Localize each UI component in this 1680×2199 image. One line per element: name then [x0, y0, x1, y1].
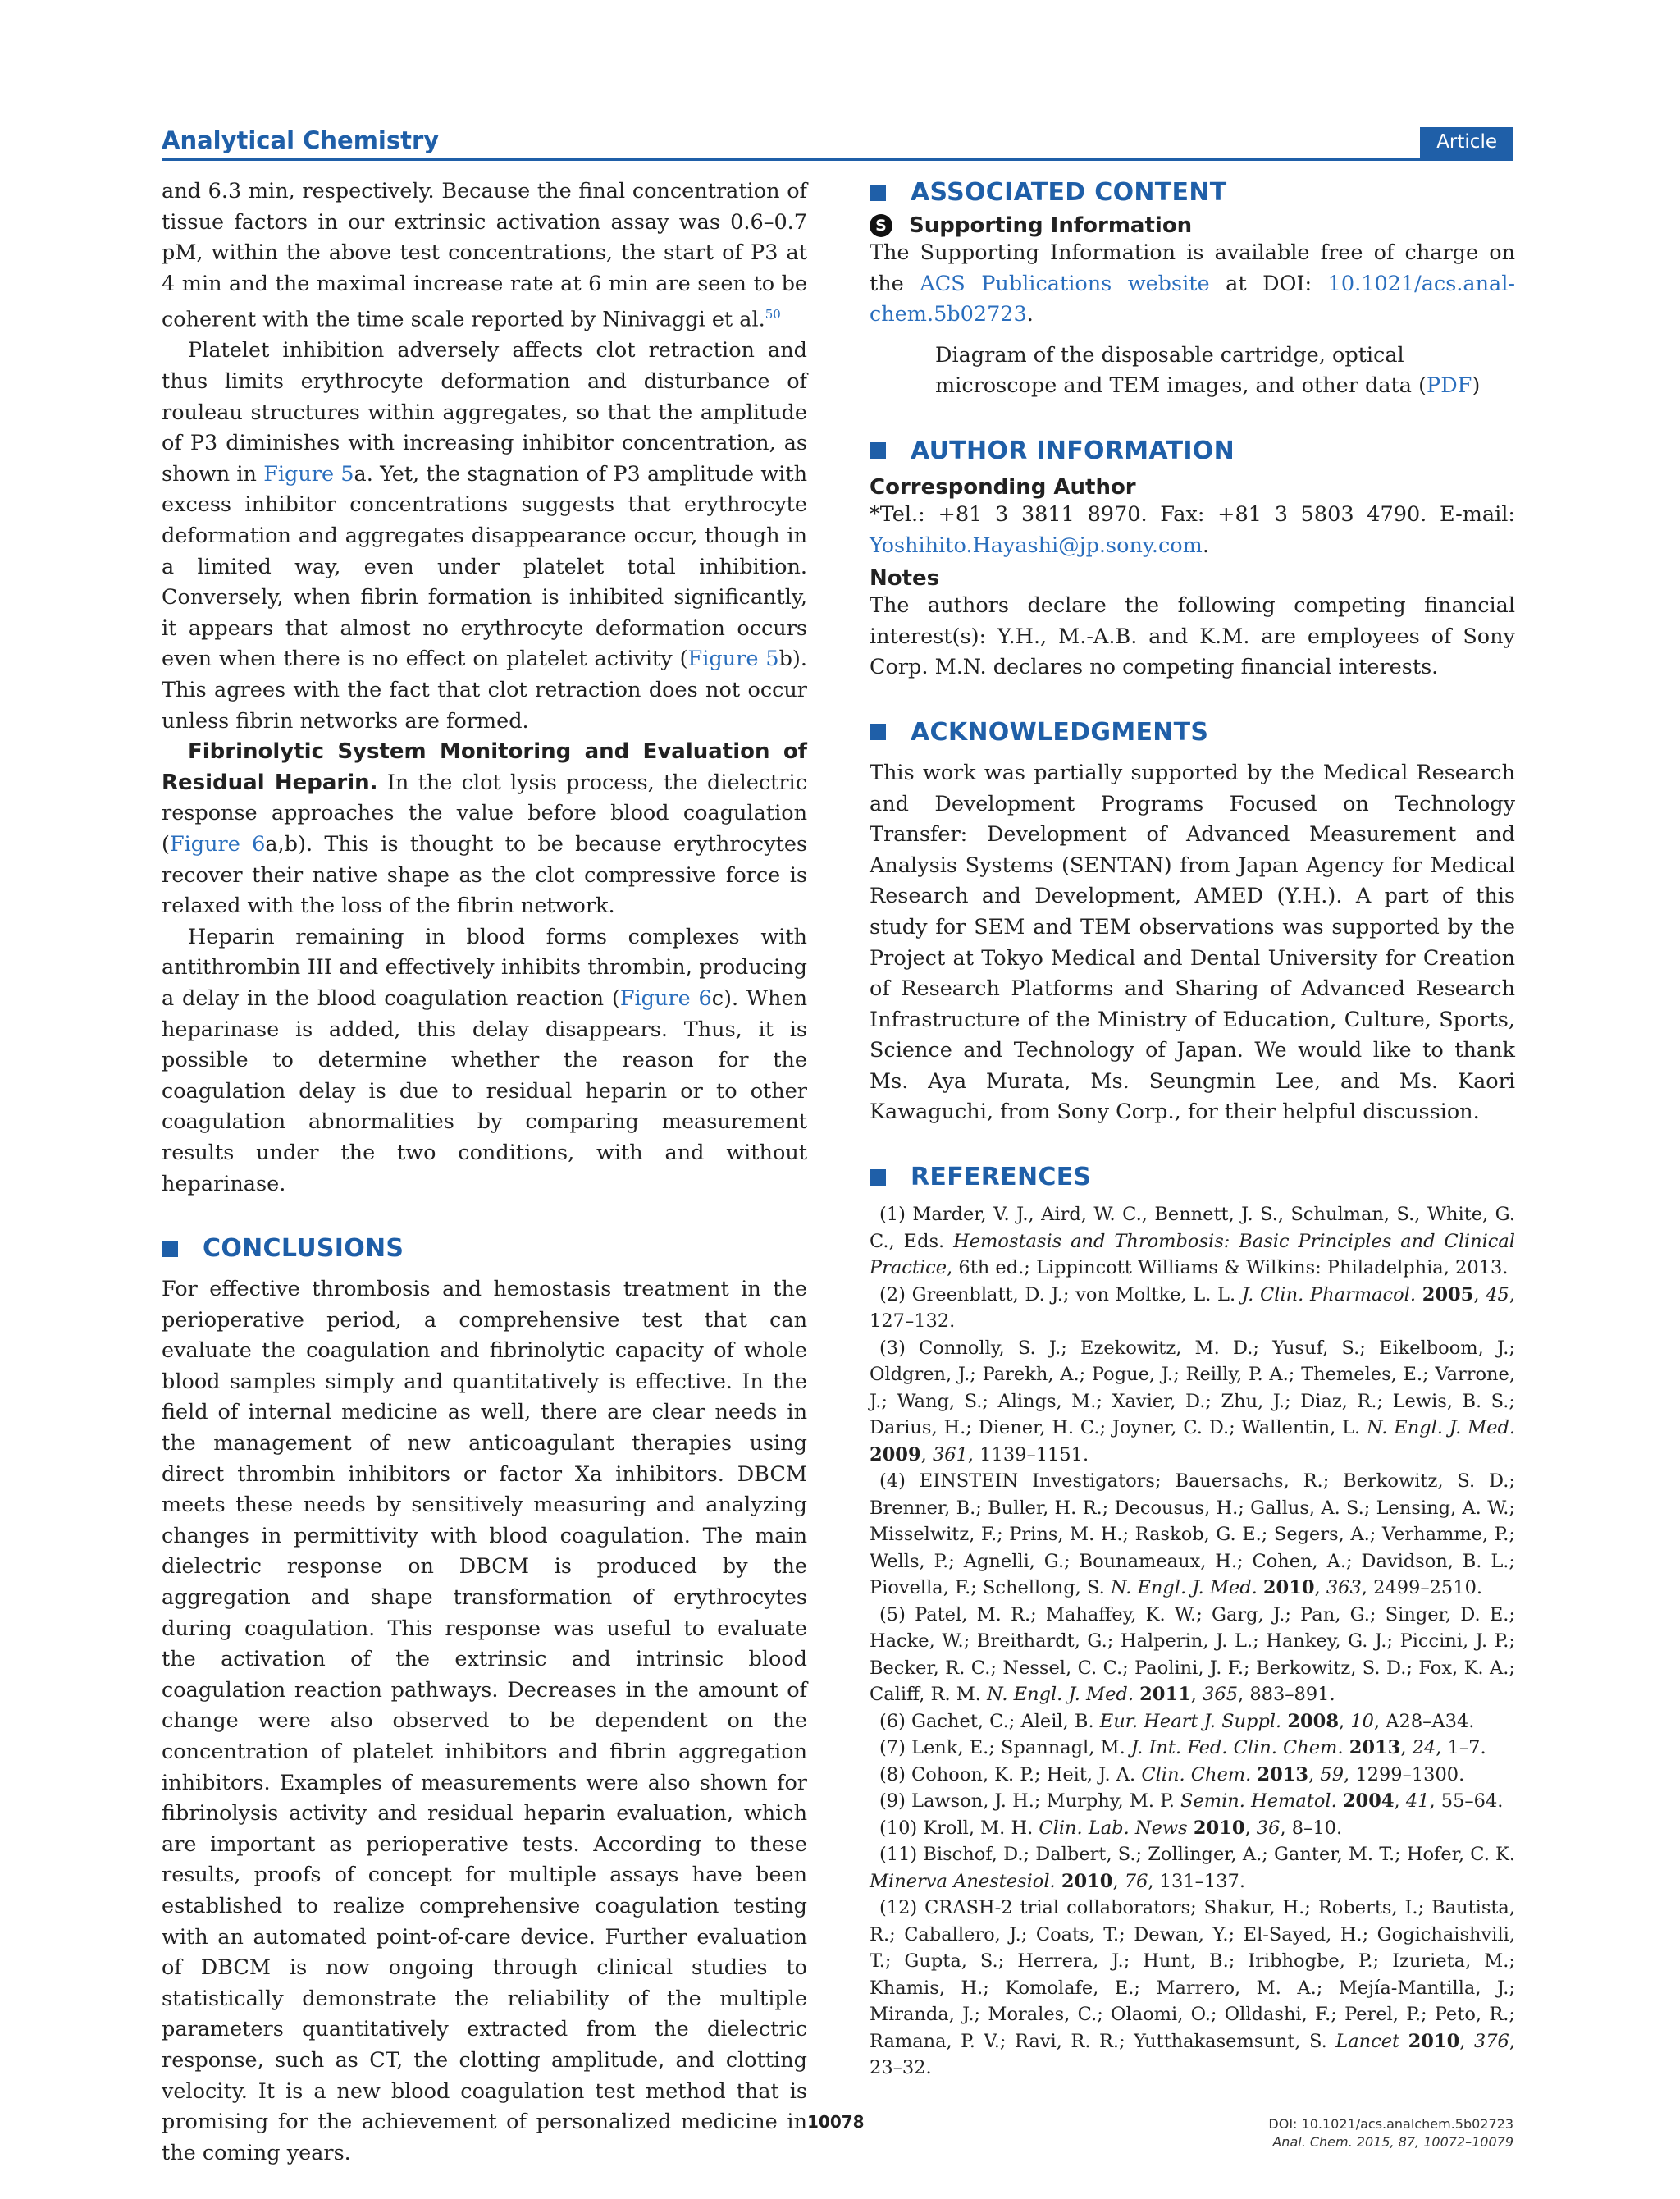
acknowledgments-heading: ACKNOWLEDGMENTS	[870, 718, 1515, 747]
right-column	[870, 176, 1515, 2082]
notes-heading: Notes	[870, 566, 940, 592]
paragraph-3: Fibrinolytic System Monitoring and Evaluation of Residual Heparin. In the clot lysis process, the dielectric response approaches the value before blood coagulation (Figure 6a,b). This is thought to be because erythrocytes recover their native shape as the clot compressive force is relaxed with the loss of the fibrin network.	[162, 739, 807, 919]
reference-item: (10) Kroll, M. H. Clin. Lab. News 2010, 36, 8–10.	[879, 1817, 1343, 1839]
section-marker	[870, 185, 886, 201]
supporting-info-icon: S	[870, 214, 892, 237]
reference-item: (11) Bischof, D.; Dalbert, S.; Zollinger, A.; Ganter, M. T.; Hofer, C. K. Minerva Anestesiol. 2010, 76, 131–137.	[870, 1844, 1515, 1892]
reference-item: (12) CRASH-2 trial collaborators; Shakur, H.; Roberts, I.; Bautista, R.; Caballero, J.; Coats, T.; Dewan, Y.; El-Sayed, H.; Gogichaishvili, T.; Gupta, S.; Herrera, J.; Hunt, B.; Iribhogbe, P.; Izurieta, M.; Khamis, H.; Komolafe, E.; Marrero, M. A.; Mejía-Mantilla, J.; Miranda, J.; Morales, C.; Olaomi, O.; Olldashi, F.; Perel, P.; Peto, R.; Ramana, P. V.; Ravi, R. R.; Yutthakasemsunt, S. Lancet 2010, 376, 23–32.	[870, 1897, 1516, 2079]
paragraph-1: and 6.3 min, respectively. Because the final concentration of tissue factors in our extrinsic activation assay was 0.6–0.7 pM, within the above test concentrations, the start of P3 at 4 min and the maximal increase rate at 6 min are seen to be coherent with the time scale reported by Ninivaggi et al.$^{50}$	[162, 179, 807, 332]
acs-website-link[interactable]: ACS Publications website	[920, 271, 1210, 296]
section-marker	[162, 1241, 178, 1257]
pdf-link[interactable]: PDF	[1427, 373, 1472, 399]
citation-ref[interactable]: 50	[765, 307, 781, 322]
corresponding-author-heading: Corresponding Author	[870, 474, 1136, 500]
page-header	[162, 123, 1513, 161]
email-link[interactable]: Yoshihito.Hayashi@jp.sony.com	[870, 533, 1203, 558]
supporting-info-item: Diagram of the disposable cartridge, optical microscope and TEM images, and other data (PDF)	[935, 342, 1481, 399]
reference-item: (3) Connolly, S. J.; Ezekowitz, M. D.; Yusuf, S.; Eikelboom, J.; Oldgren, J.; Parekh, A.; Pogue, J.; Reilly, P. A.; Themeles, E.; Varrone, J.; Wang, S.; Alings, M.; Xavier, D.; Zhu, J.; Diaz, R.; Lewis, B. S.; Darius, H.; Diener, H. C.; Joyner, C. D.; Wallentin, L. N. Engl. J. Med. 2009, 361, 1139–1151.	[870, 1337, 1515, 1465]
left-column	[162, 176, 807, 2169]
footer-doi[interactable]: DOI: 10.1021/acs.analchem.5b02723	[1268, 2116, 1513, 2132]
page-number: 10078	[807, 2112, 865, 2132]
reference-item: (4) EINSTEIN Investigators; Bauersachs, R.; Berkowitz, S. D.; Brenner, B.; Buller, H. R.; Decousus, H.; Gallus, A. S.; Lensing, A. W.; Misselwitz, F.; Prins, M. H.; Raskob, G. E.; Segers, A.; Verhamme, P.; Wells, P.; Agnelli, G.; Bounameaux, H.; Cohen, A.; Davidson, B. L.; Piovella, F.; Schellong, S. N. Engl. J. Med. 2010, 363, 2499–2510.	[870, 1470, 1515, 1599]
references-heading: REFERENCES	[870, 1163, 1515, 1191]
acknowledgments-text: This work was partially supported by the Medical Research and Development Programs Focused on Technology Transfer: Development of Advanced Measurement and Analysis Systems (SENTAN) from Japan Agency for Medical Research and Development, AMED (Y.H.). A part of this study for SEM and TEM observations was supported by the Project at Tokyo Medical and Dental University for Creation of Research Platforms and Sharing of Advanced Research Infrastructure of the Ministry of Education, Culture, Sports, Science and Technology of Japan. We would like to thank Ms. Aya Murata, Ms. Seungmin Lee, and Ms. Kaori Kawaguchi, from Sony Corp., for their helpful discussion.	[870, 760, 1515, 1125]
section-marker	[870, 724, 886, 740]
supporting-info-text: The Supporting Information is available free of charge on the ACS Publications website at DOI: 10.1021/acs.anal-chem.5b02723.	[870, 240, 1515, 327]
reference-item: (7) Lenk, E.; Spannagl, M. J. Int. Fed. Clin. Chem. 2013, 24, 1–7.	[879, 1737, 1486, 1759]
figure-5-link[interactable]: Figure 5	[263, 461, 354, 487]
author-information-heading: AUTHOR INFORMATION	[870, 437, 1515, 465]
contact-text: *Tel.: +81 3 3811 8970. Fax: +81 3 5803 4790. E-mail: Yoshihito.Hayashi@jp.sony.com.	[870, 501, 1515, 558]
reference-item: (8) Cohoon, K. P.; Heit, J. A. Clin. Chem. 2013, 59, 1299–1300.	[879, 1763, 1465, 1785]
supporting-information-heading: S Supporting Information	[870, 213, 1515, 238]
reference-item: (5) Patel, M. R.; Mahaffey, K. W.; Garg, J.; Pan, G.; Singer, D. E.; Hacke, W.; Breithardt, G.; Halperin, J. L.; Hankey, G. J.; Piccini, J. P.; Becker, R. C.; Nessel, C. C.; Paolini, J. F.; Berkowitz, S. D.; Fox, K. A.; Califf, R. M. N. Engl. J. Med. 2011, 365, 883–891.	[870, 1603, 1515, 1706]
footer-citation	[1268, 2115, 1513, 2151]
reference-list	[870, 1201, 1515, 2082]
section-marker	[870, 442, 886, 459]
figure-6-link[interactable]: Figure 6	[619, 985, 712, 1011]
conclusions-text: For effective thrombosis and hemostasis treatment in the perioperative period, a comprehensive test that can evaluate the coagulation and fibrinolytic capacity of whole blood samples simply and quantitatively is effective. In the field of internal medicine as well, there are clear needs in the management of new anticoagulant therapies using direct thrombin inhibitors or factor Xa inhibitors. DBCM meets these needs by sensitively measuring and analyzing changes in permittivity with blood coagulation. The main dielectric response on DBCM is produced by the aggregation and shape transformation of erythrocytes during coagulation. This response was useful to evaluate the activation of the extrinsic and intrinsic blood coagulation reaction pathways. Decreases in the amount of change were also observed to be dependent on the concentration of platelet inhibitors and fibrin aggregation inhibitors. Examples of measurements were also shown for fibrinolysis activity and residual heparin evaluation, which are important as perioperative tests. According to these results, proofs of concept for multiple assays have been established to realize comprehensive coagulation testing with an automated point-of-care device. Further evaluation of DBCM is now ongoing through clinical studies to statistically demonstrate the reliability of the multiple parameters quantitatively extracted from the dielectric response, such as CT, the clotting amplitude, and clotting velocity. It is a new blood coagulation test method that is promising for the achievement of personalized medicine in the coming years.	[162, 1277, 807, 2165]
doi-link[interactable]: 10.1021/acs.anal-chem.5b02723	[870, 271, 1515, 327]
article-type-badge: Article	[1420, 127, 1513, 158]
paragraph-2: Platelet inhibition adversely affects clot retraction and thus limits erythrocyte deformation and disturbance of rouleau structures within aggregates, so that the amplitude of P3 diminishes with increasing inhibitor concentration, as shown in Figure 5a. Yet, the stagnation of P3 amplitude with excess inhibitor concentrations suggests that erythrocyte deformation and aggregates disappearance occur, though in a limited way, even under platelet total inhibition. Conversely, when fibrin formation is inhibited significantly, it appears that almost no erythrocyte deformation occurs even when there is no effect on platelet activity (Figure 5b). This agrees with the fact that clot retraction does not occur unless fibrin networks are formed.	[162, 338, 807, 734]
journal-name[interactable]: Analytical Chemistry	[162, 126, 440, 154]
section-marker	[870, 1169, 886, 1186]
notes-text: The authors declare the following competing financial interest(s): Y.H., M.-A.B. and K.M. are employees of Sony Corp. M.N. declares no competing financial interests.	[870, 593, 1515, 680]
figure-6-link[interactable]: Figure 6	[169, 831, 266, 857]
reference-item: (1) Marder, V. J., Aird, W. C., Bennett, J. S., Schulman, S., White, G. C., Eds. Hemostasis and Thrombosis: Basic Principles and Clinical Practice, 6th ed.; Lippincott Williams & Wilkins: Philadelphia, 2013.	[870, 1204, 1515, 1279]
figure-5-link[interactable]: Figure 5	[687, 647, 779, 672]
subsection-heading: Fibrinolytic System Monitoring and Evaluation of Residual Heparin.	[162, 739, 807, 795]
reference-item: (9) Lawson, J. H.; Murphy, M. P. Semin. Hematol. 2004, 41, 55–64.	[879, 1790, 1504, 1813]
footer-journal-citation: Anal. Chem. 2015, 87, 10072–10079	[1272, 2134, 1513, 2150]
reference-item: (6) Gachet, C.; Aleil, B. Eur. Heart J. Suppl. 2008, 10, A28–A34.	[879, 1710, 1475, 1732]
conclusions-heading: CONCLUSIONS	[162, 1234, 807, 1263]
associated-content-heading: ASSOCIATED CONTENT	[870, 178, 1515, 207]
reference-item: (2) Greenblatt, D. J.; von Moltke, L. L. J. Clin. Pharmacol. 2005, 45, 127–132.	[870, 1283, 1515, 1333]
paragraph-4: Heparin remaining in blood forms complexes with antithrombin III and effectively inhibits thrombin, producing a delay in the blood coagulation reaction (Figure 6c). When heparinase is added, this delay disappears. Thus, it is possible to determine whether the reason for the coagulation delay is due to residual heparin or to other coagulation abnormalities by comparing measurement results under the two conditions, with and without heparinase.	[162, 924, 807, 1196]
